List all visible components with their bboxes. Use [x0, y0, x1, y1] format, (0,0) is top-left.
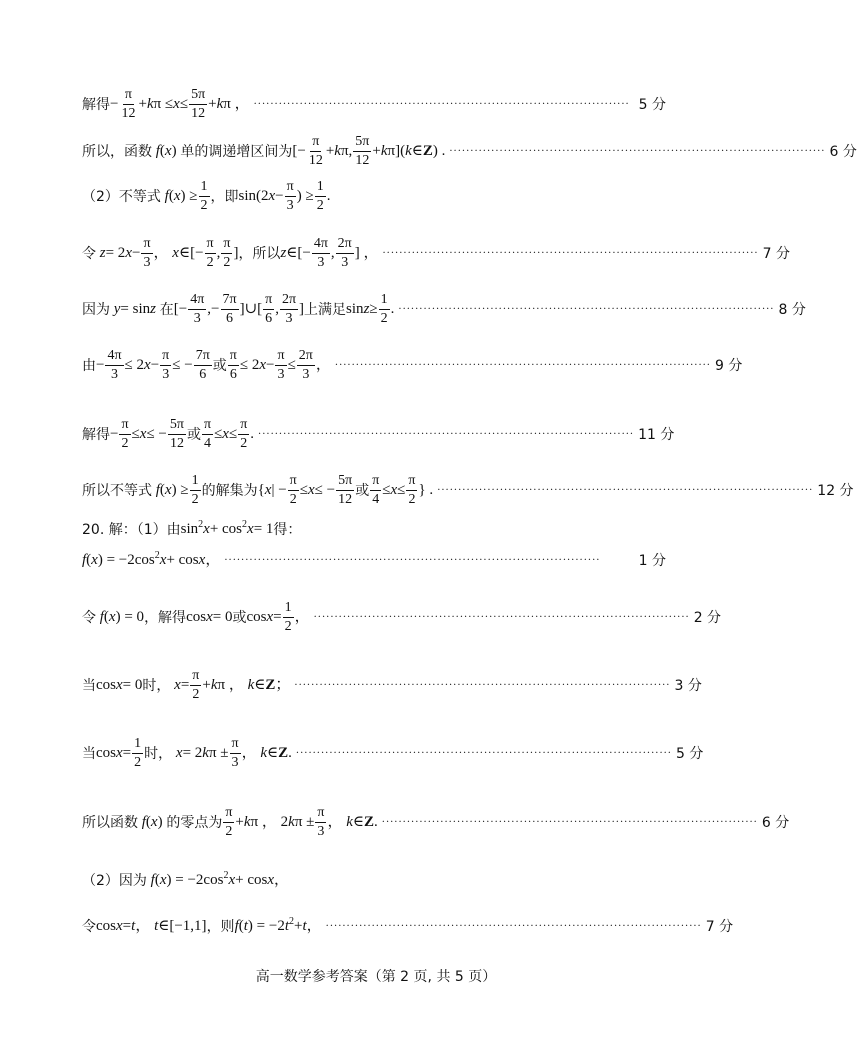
answer-line-7 [82, 417, 675, 451]
line-text: ，则 [206, 918, 235, 935]
line-prefix: 所以函数 [82, 814, 138, 831]
leader-dots: ·························································································· [294, 679, 671, 691]
math-expression: f ( x ) ≥ $\frac{1}{2}$ [164, 179, 208, 213]
math-expression: [− $\frac{\pi}{12}$ + k π, $\frac{5\pi}{12}$ + k π]( k ∈ Z ) . [292, 134, 446, 168]
math-expression: − $\frac{4\pi}{3}$ ≤ 2 x − $\frac{\pi}{3}$ ≤ − $\frac{7\pi}{6}$ [96, 348, 210, 382]
math-expression: sin z ≥ $\frac{1}{2}$ . [346, 292, 395, 326]
score-label: 1 分 [638, 552, 666, 569]
line-text: 得： [273, 521, 302, 538]
line-text: 或 [186, 426, 201, 443]
leader-dots: ·························································································· [258, 428, 635, 440]
leader-dots: ·························································································· [449, 145, 826, 157]
line-text: ，所以 [238, 245, 281, 262]
line-prefix: 当 [82, 745, 96, 762]
answer-line-13 [82, 736, 704, 770]
math-expression: $\frac{\pi}{4}$ ≤ x ≤ $\frac{\pi}{2}$ } . [372, 473, 434, 507]
math-expression: cos x = $\frac{1}{2}$ [96, 736, 142, 770]
leader-dots: ·························································································· [224, 554, 601, 566]
answer-line-11 [82, 600, 722, 634]
answer-line-3 [82, 180, 666, 213]
leader-dots: ·························································································· [381, 816, 758, 828]
answer-line-16 [82, 915, 734, 935]
math-expression: f ( x ) = −2cos 2 x + cos x ， [150, 869, 290, 888]
leader-dots: ·························································································· [437, 484, 814, 496]
score-label: 9 分 [714, 357, 743, 374]
math-expression: cos x = 0 [96, 677, 143, 693]
line-prefix: 令 [82, 609, 96, 626]
answer-line-12 [82, 668, 702, 702]
line-prefix: 当 [82, 677, 96, 694]
line-text: 时， [144, 745, 173, 762]
score-label: 7 分 [705, 918, 734, 935]
math-expression: f ( x ) = 0 [99, 609, 145, 625]
answer-line-9 [82, 518, 666, 538]
score-label: 2 分 [693, 609, 722, 626]
score-label: 6 分 [829, 143, 857, 160]
line-text: 的零点为 [166, 814, 223, 831]
leader-dots: ·························································································· [313, 611, 690, 623]
answer-line-10 [82, 549, 666, 569]
line-prefix: 所以，函数 [82, 143, 152, 160]
line-text: 单的调递增区间为 [180, 143, 293, 160]
math-expression: sin 2 x + cos 2 x = 1 [180, 518, 274, 537]
answer-line-2 [82, 134, 857, 168]
score-label: 5 分 [638, 96, 666, 113]
line-text: 在 [159, 301, 174, 318]
line-prefix: 解得 [82, 426, 110, 443]
line-text: 时， [142, 677, 171, 694]
line-prefix: 所以不等式 [82, 482, 152, 499]
math-expression: $\frac{\pi}{4}$ ≤ x ≤ $\frac{\pi}{2}$ . [203, 417, 255, 451]
answer-line-6 [82, 348, 743, 382]
score-label: 11 分 [638, 426, 675, 443]
math-expression: $\frac{\pi}{2}$ + k π ， 2 k π ± $\frac{\pi}{3}$ ， k ∈ Z . [225, 805, 378, 839]
score-label: 8 分 [778, 301, 806, 318]
line-prefix: 解得 [82, 96, 110, 113]
math-expression: f ( x ) [155, 143, 181, 159]
math-expression: z ∈[− $\frac{4\pi}{3}$ , $\frac{2\pi}{3}$ ] ， [280, 236, 379, 270]
line-prefix: 由 [82, 357, 96, 374]
math-expression: − $\frac{\pi}{2}$ ≤ x ≤ − $\frac{5\pi}{12}$ [110, 417, 184, 451]
page-footer: 高一数学参考答案（第 2 页, 共 5 页） [255, 969, 497, 985]
math-expression: − $\frac{\pi}{12}$ + k π ≤ x ≤ $\frac{5\pi}{12}$ + k π ， [110, 87, 250, 121]
line-prefix: 20. 解：（1）由 [82, 521, 181, 538]
score-label: 3 分 [674, 677, 702, 694]
line-text: 的解集为 [201, 482, 258, 499]
math-expression: z = 2 x − $\frac{\pi}{3}$ ， x ∈[− $\frac{\pi}{2}$ , $\frac{\pi}{2}$ ] [99, 236, 239, 270]
math-expression: y = sin z [113, 301, 156, 317]
score-label: 6 分 [761, 814, 790, 831]
line-prefix: （2）不等式 [82, 188, 161, 205]
math-expression: f ( x ) = −2cos 2 x + cos x ， [82, 549, 221, 568]
leader-dots: ·························································································· [325, 920, 702, 932]
score-label: 7 分 [762, 245, 790, 262]
line-text: 或 [232, 609, 247, 626]
math-expression: [− $\frac{4\pi}{3}$ ,− $\frac{7\pi}{6}$ ]∪[ $\frac{\pi}{6}$ , $\frac{2\pi}{3}$ ] [173, 292, 305, 326]
math-expression: cos x = $\frac{1}{2}$ ， [246, 600, 310, 634]
line-text: 上满足 [304, 301, 347, 318]
line-text: ，解得 [144, 609, 187, 626]
answer-line-8 [82, 473, 854, 507]
leader-dots: ·························································································· [334, 359, 711, 371]
leader-dots: ·························································································· [295, 747, 672, 759]
math-expression: cos x = 0 [186, 609, 233, 625]
leader-dots: ·························································································· [382, 247, 759, 259]
leader-dots: ·························································································· [253, 98, 630, 110]
line-prefix: 令 [82, 918, 96, 935]
score-label: 5 分 [676, 745, 704, 762]
math-expression: cos x = t ， t ∈[−1,1] [96, 918, 207, 934]
math-expression: sin(2 x − $\frac{\pi}{3}$ ) ≥ $\frac{1}{2}$ . [238, 179, 331, 213]
line-prefix: 令 [82, 245, 96, 262]
answer-line-15 [82, 869, 666, 889]
math-expression: x = $\frac{\pi}{2}$ + k π ， k ∈ Z ； [174, 668, 291, 702]
line-prefix: 因为 [82, 301, 110, 318]
score-label: 12 分 [817, 482, 854, 499]
line-prefix: （2）因为 [82, 872, 147, 889]
answer-line-1 [82, 88, 666, 121]
leader-dots: ·························································································· [398, 303, 775, 315]
math-expression: f ( x ) ≥ $\frac{1}{2}$ [155, 473, 199, 507]
line-text: ，即 [210, 188, 239, 205]
math-expression: $\frac{\pi}{6}$ ≤ 2 x − $\frac{\pi}{3}$ ≤ $\frac{2\pi}{3}$ ， [229, 348, 331, 382]
math-expression: f ( x ) [141, 814, 167, 830]
math-expression: f ( t ) = −2 t 2 + t ， [234, 915, 322, 934]
answer-line-5 [82, 292, 806, 326]
line-text: 或 [355, 482, 370, 499]
math-expression: x = 2 k π ± $\frac{\pi}{3}$ ， k ∈ Z . [175, 736, 292, 770]
answer-line-14 [82, 805, 790, 839]
line-text: 或 [212, 357, 227, 374]
answer-line-4 [82, 236, 790, 270]
math-expression: { x | − $\frac{\pi}{2}$ ≤ x ≤ − $\frac{5\pi}{12}$ [257, 473, 353, 507]
